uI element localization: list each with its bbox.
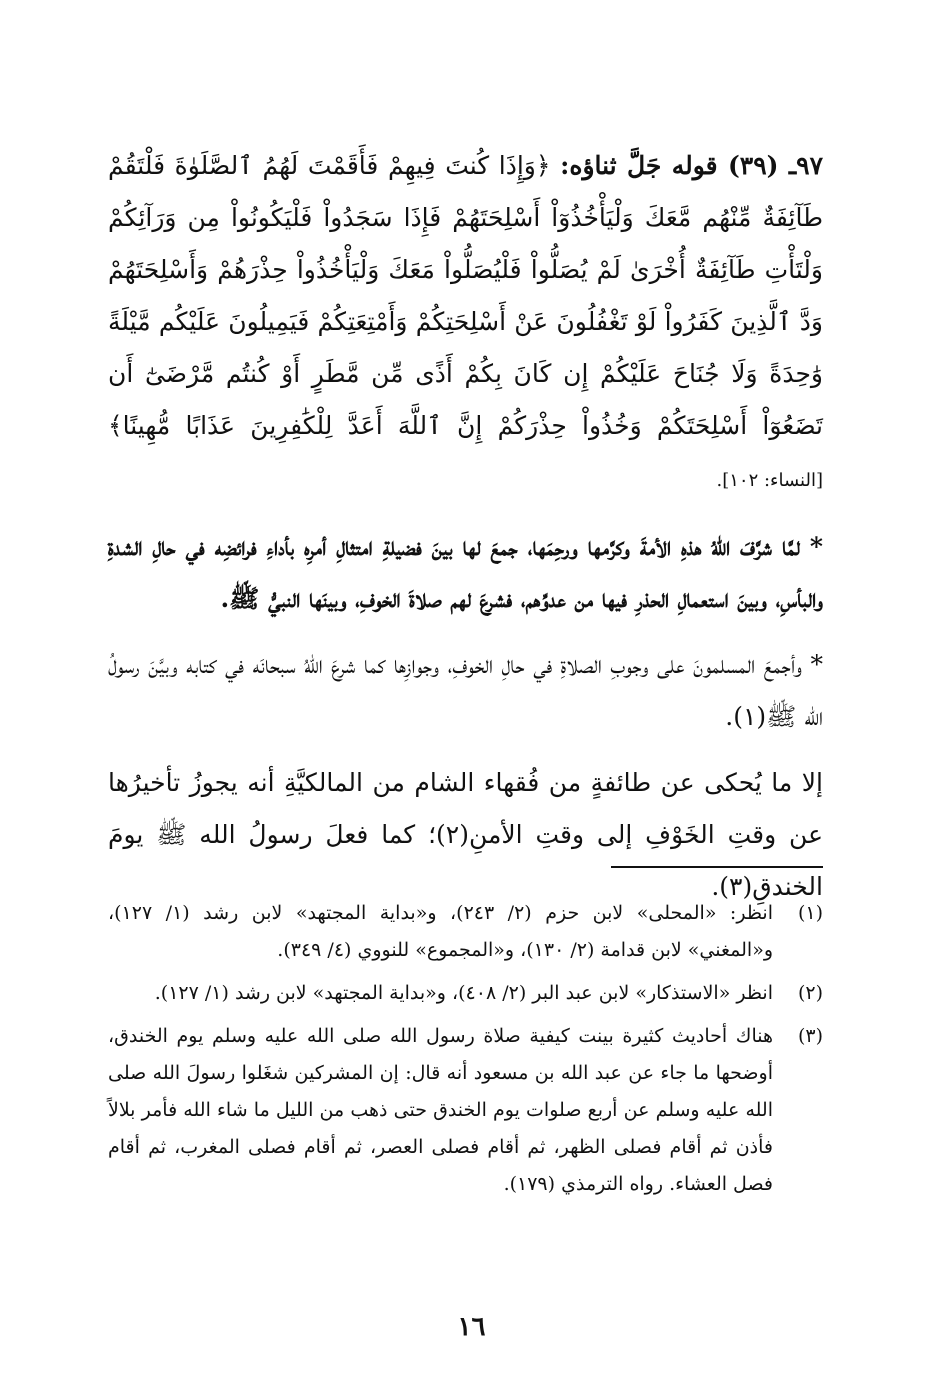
footnote-number: (٣)	[797, 1025, 823, 1047]
main-text	[108, 140, 823, 927]
footnote-divider	[611, 866, 823, 868]
quran-verse: ﴿وَإِذَا كُنتَ فِيهِمْ فَأَقَمْتَ لَهُمُ ٱلصَّلَوٰةَ فَلْتَقُمْ طَآئِفَةٌ مِّنْهُم مَّعَكَ وَلْيَأْخُذُوٓاْ أَسْلِحَتَهُمْ فَإِذَا سَجَدُواْ فَلْيَكُونُواْ مِن وَرَآئِكُمْ وَلْتَأْتِ طَآئِفَةٌ أُخْرَىٰ لَمْ يُصَلُّواْ فَلْيُصَلُّواْ مَعَكَ وَلْيَأْخُذُواْ حِذْرَهُمْ وَأَسْلِحَتَهُمْ وَدَّ ٱلَّذِينَ كَفَرُواْ لَوْ تَغْفُلُونَ عَنْ أَسْلِحَتِكُمْ وَأَمْتِعَتِكُمْ فَيَمِيلُونَ عَلَيْكُم مَّيْلَةً وَٰحِدَةً وَلَا جُنَاحَ عَلَيْكُمْ إِن كَانَ بِكُمْ أَذًى مِّن مَّطَرٍ أَوْ كُنتُم مَّرْضَىٰٓ أَن تَضَعُوٓاْ أَسْلِحَتَكُمْ وَخُذُواْ حِذْرَكُمْ إِنَّ ٱللَّهَ أَعَدَّ لِلْكَٰفِرِينَ عَذَابًا مُّهِينًا﴾	[108, 151, 823, 440]
footnote-1	[108, 895, 823, 969]
footnote-2	[108, 975, 823, 1012]
footnote-text: انظر «الاستذكار» لابن عبد البر (٢/ ٤٠٨)، و«بداية المجتهد» لابن رشد (١/ ١٢٧).	[154, 982, 773, 1004]
verse-paragraph	[108, 140, 823, 507]
footnote-number: (٢)	[797, 982, 823, 1004]
footnote-3	[108, 1018, 823, 1203]
paragraph-consensus: * وأجمعَ المسلمونَ على وجوبِ الصلاةِ في حالِ الخوفِ، وجوازِها كما شرعَ اللهُ سبحانَه في كتابه وبيَّنَ رسولُ الله ﷺ(١).	[108, 650, 823, 731]
page-number: ١٦	[457, 1312, 486, 1342]
paragraph-fear-prayer-intro: * لمَّا شرَّفَ اللهُ هذهِ الأمةَ وكرَّمها ورحِمَها، جمعَ لها بينَ فضيلةِ امتثالِ أمرِه بأداءِ فرائضِه في حالِ الشدةِ والبأسِ، وبينَ استعمالِ الحذرِ فيها من عدوِّهم، فشرعَ لهم صلاةَ الخوفِ، وبينَها النبيُّ ﷺ.	[108, 532, 823, 613]
verse-reference: [النساء: ١٠٢].	[716, 470, 823, 491]
verse-heading: ٩٧ـ (٣٩) قوله جَلَّ ثناؤه:	[560, 151, 824, 180]
footnote-text: انظر: «المحلى» لابن حزم (٢/ ٢٤٣)، و«بداية المجتهد» لابن رشد (١/ ١٢٧)، و«المغني» لابن قدامة (٢/ ١٣٠)، و«المجموع» للنووي (٤/ ٣٤٩).	[108, 902, 773, 961]
footnote-number: (١)	[797, 902, 823, 924]
paragraph-exception: إلا ما يُحكى عن طائفةٍ من فُقهاء الشام من المالكيَّةِ أنه يجوزُ تأخيرُها عن وقتِ الخَوْفِ إلى وقتِ الأمنِ(٢)؛ كما فعلَ رسولُ الله ﷺ يومَ الخندقِ(٣).	[108, 768, 823, 901]
footnotes	[108, 895, 823, 1209]
footnote-text: هناك أحاديث كثيرة بينت كيفية صلاة رسول الله صلى الله عليه وسلم يوم الخندق، أوضحها ما جاء عن عبد الله بن مسعود أنه قال: إن المشركين شغَلوا رسولَ الله صلى الله عليه وسلم عن أربع صلوات يوم الخندق حتى ذهب من الليل ما شاء الله فأمر بلالاً فأذن ثم أقام فصلى الظهر، ثم أقام فصلى العصر، ثم أقام فصلى المغرب، ثم أقام فصل العشاء. رواه الترمذي (١٧٩).	[108, 1025, 773, 1195]
